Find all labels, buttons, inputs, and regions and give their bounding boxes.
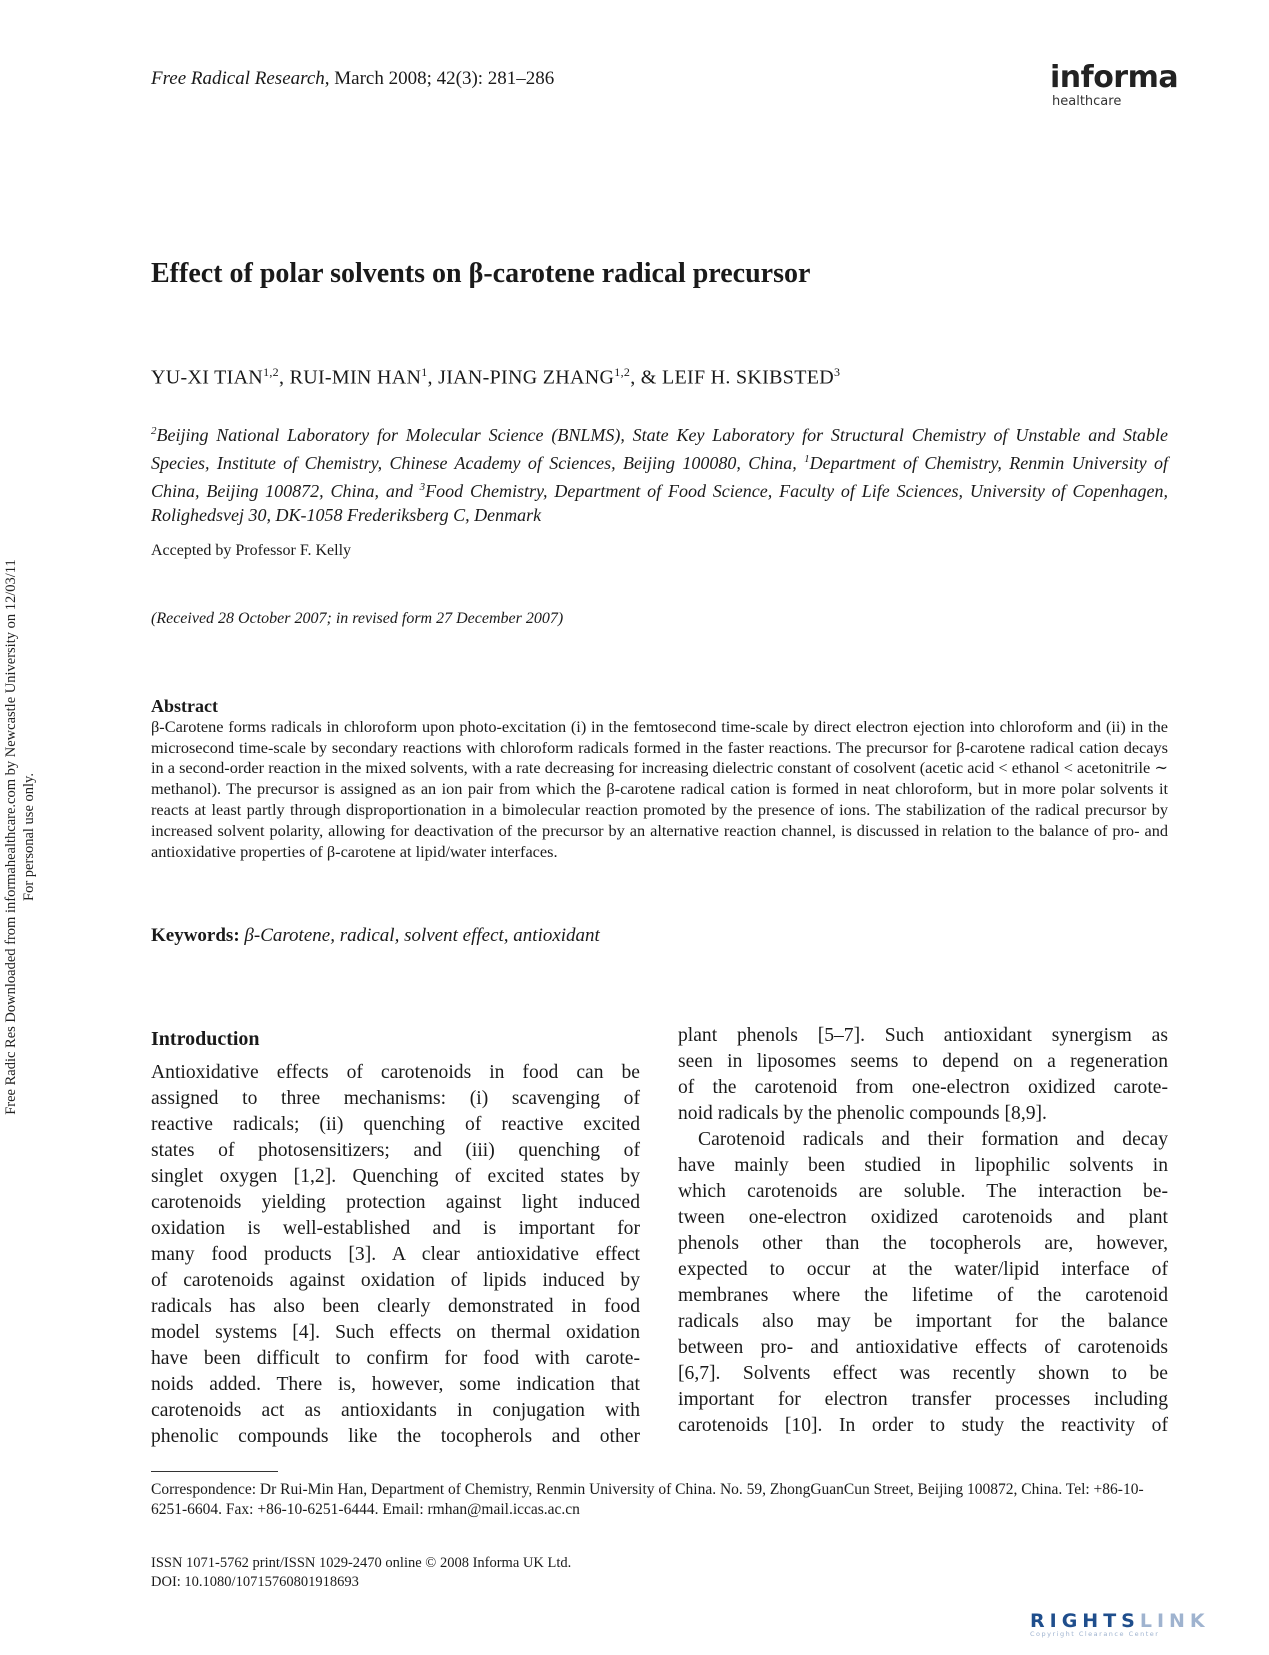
rightslink-tagline: Copyright Clearance Center [1030,1630,1160,1638]
text-line: expected to occur at the water/lipid interface of [678,1259,1168,1280]
author-affiliation-mark: 1 [421,365,428,379]
affiliation-mark: 1 [804,453,810,465]
journal-name: Free Radical Research [151,68,325,89]
issn-line: ISSN 1071-5762 print/ISSN 1029-2470 online © 2008 Informa UK Ltd. [151,1555,572,1571]
abstract-heading: Abstract [151,696,218,716]
introduction-heading: Introduction [151,1028,260,1050]
text-line: carotenoids [10]. In order to study the reactivity of [678,1415,1168,1436]
affiliation-text: Beijing National Laboratory for Molecular Science (BNLMS), State Key Laboratory for Structural Chemistry of Unstable and Stable Species, Institute of Chemistry, Chinese Academy of Sciences, Beijing 100080, China, [151,425,1168,473]
author-separator: , [278,366,290,389]
body-column-right [678,1023,1168,1439]
text-line: [6,7]. Solvents effect was recently shown to be [678,1363,1168,1384]
affiliation-mark: 3 [419,481,426,493]
text-line: Carotenoid radicals and their formation and decay [698,1129,1168,1150]
text-line: of the carotenoid from one-electron oxidized carote- [678,1077,1168,1098]
correspondence-footnote: Correspondence: Dr Rui-Min Han, Department of Chemistry, Renmin University of China. No. 59, ZhongGuanCun Street, Beijing 100872, China. Tel: +86-10-6251-6604. Fax: +86-10-6251-6444. Email: rmhan@mail.iccas.ac.cn [151,1481,1144,1518]
article-title: Effect of polar solvents on β-carotene radical precursor [151,258,811,289]
author-name: YU-XI TIAN [151,366,264,389]
text-line: states of photosensitizers; and (iii) quenching of [151,1140,640,1161]
author-list [151,365,840,390]
text-line: Antioxidative effects of carotenoids in food can be [151,1062,640,1083]
text-line: have mainly been studied in lipophilic solvents in [678,1155,1168,1176]
body-column-left [151,1060,640,1450]
text-line: oxidation is well-established and is important for [151,1218,640,1239]
logo-tagline: healthcare [1052,94,1122,109]
text-line: radicals also may be important for the balance [678,1311,1168,1332]
text-line: noids added. There is, however, some indication that [151,1374,640,1395]
text-line: noid radicals by the phenolic compounds [8,9]. [678,1103,1047,1124]
rightslink-wordmark-light: LINK [1139,1610,1210,1632]
doi-line: DOI: 10.1080/10715760801918693 [151,1574,359,1590]
author-name: RUI-MIN HAN [289,366,422,389]
footnote-divider [151,1471,278,1472]
text-line: singlet oxygen [1,2]. Quenching of excited states by [151,1166,640,1187]
text-line: tween one-electron oxidized carotenoids and plant [678,1207,1168,1228]
text-line: assigned to three mechanisms: (i) scavenging of [151,1088,640,1109]
affiliation-mark: 2 [151,425,157,437]
affiliation-text: Food Chemistry, Department of Food Science, Faculty of Life Sciences, University of Copenhagen, Rolighedsvej 30, DK-1058 Frederiksberg C, Denmark [151,481,1168,525]
text-line: reactive radicals; (ii) quenching of reactive excited [151,1114,640,1135]
text-line: membranes where the lifetime of the carotenoid [678,1285,1168,1306]
informa-logo [1050,62,1182,109]
accepted-by: Accepted by Professor F. Kelly [151,542,352,559]
text-line: plant phenols [5–7]. Such antioxidant synergism as [678,1025,1168,1046]
author-name: LEIF H. SKIBSTED [661,366,834,389]
affiliations [151,419,1168,527]
abstract-section [151,696,1168,862]
author-separator: , [427,366,439,389]
text-line: model systems [4]. Such effects on thermal oxidation [151,1322,640,1343]
keywords [151,925,600,947]
download-notice: Free Radic Res Downloaded from informahealthcare.com by Newcastle University on 12/03/11 [3,559,19,1115]
text-line: which carotenoids are soluble. The interaction be- [678,1181,1168,1202]
keywords-list: β-Carotene, radical, solvent effect, antioxidant [239,925,600,946]
text-line: many food products [3]. A clear antioxidative effect [151,1244,640,1265]
author-separator: , & [630,366,662,389]
text-line: of carotenoids against oxidation of lipids induced by [151,1270,640,1291]
text-line: have been difficult to confirm for food with carote- [151,1348,640,1369]
text-line: radicals has also been clearly demonstrated in food [151,1296,640,1317]
text-line: carotenoids yielding protection against light induced [151,1192,640,1213]
logo-wordmark: informa [1050,60,1179,95]
received-dates: (Received 28 October 2007; in revised form 27 December 2007) [151,610,564,627]
personal-use-notice: For personal use only. [21,773,37,901]
issn-block [151,1554,571,1592]
text-line: between pro- and antioxidative effects of carotenoids [678,1337,1168,1358]
rightslink-logo [1030,1610,1210,1638]
journal-issue: , March 2008; 42(3): 281–286 [324,68,555,89]
author-name: JIAN-PING ZHANG [438,366,615,389]
affiliation-text: Department of Chemistry, Renmin University of China, Beijing 100872, China, and [151,453,1168,501]
text-line: phenols other than the tocopherols are, however, [678,1233,1168,1254]
author-affiliation-mark: 1,2 [614,365,631,379]
journal-citation [151,68,554,90]
author-affiliation-mark: 1,2 [263,365,279,379]
text-line: carotenoids act as antioxidants in conjugation with [151,1400,640,1421]
text-line: important for electron transfer processes including [678,1389,1168,1410]
abstract-body: β-Carotene forms radicals in chloroform upon photo-excitation (i) in the femtosecond time-scale by direct electron ejection into chloroform and (ii) in the microsecond time-scale by secondary reactions with chloroform radicals formed in the faster reactions. The precursor for β-carotene radical cation decays in a second-order reaction in the mixed solvents, with a rate decreasing for increasing dielectric constant of cosolvent (acetic acid < ethanol < acetonitrile ∼ methanol). The precursor is assigned as an ion pair from which the β-carotene radical cation is formed in neat chloroform, but in more polar solvents it reacts at least partly through disproportionation in a bimolecular reaction promoted by the presence of ions. The stabilization of the radical precursor by increased solvent polarity, allowing for deactivation of the precursor by an alternative reaction channel, is discussed in relation to the balance of pro- and antioxidative properties of β-carotene at lipid/water interfaces. [151,716,1168,861]
download-watermark [2,512,62,1162]
text-line: phenolic compounds like the tocopherols and other [151,1426,640,1447]
keywords-label: Keywords: [151,925,240,946]
text-line: seen in liposomes seems to depend on a regeneration [678,1051,1168,1072]
author-affiliation-mark: 3 [833,365,841,379]
rightslink-wordmark-dark: RIGHTS [1030,1610,1140,1632]
